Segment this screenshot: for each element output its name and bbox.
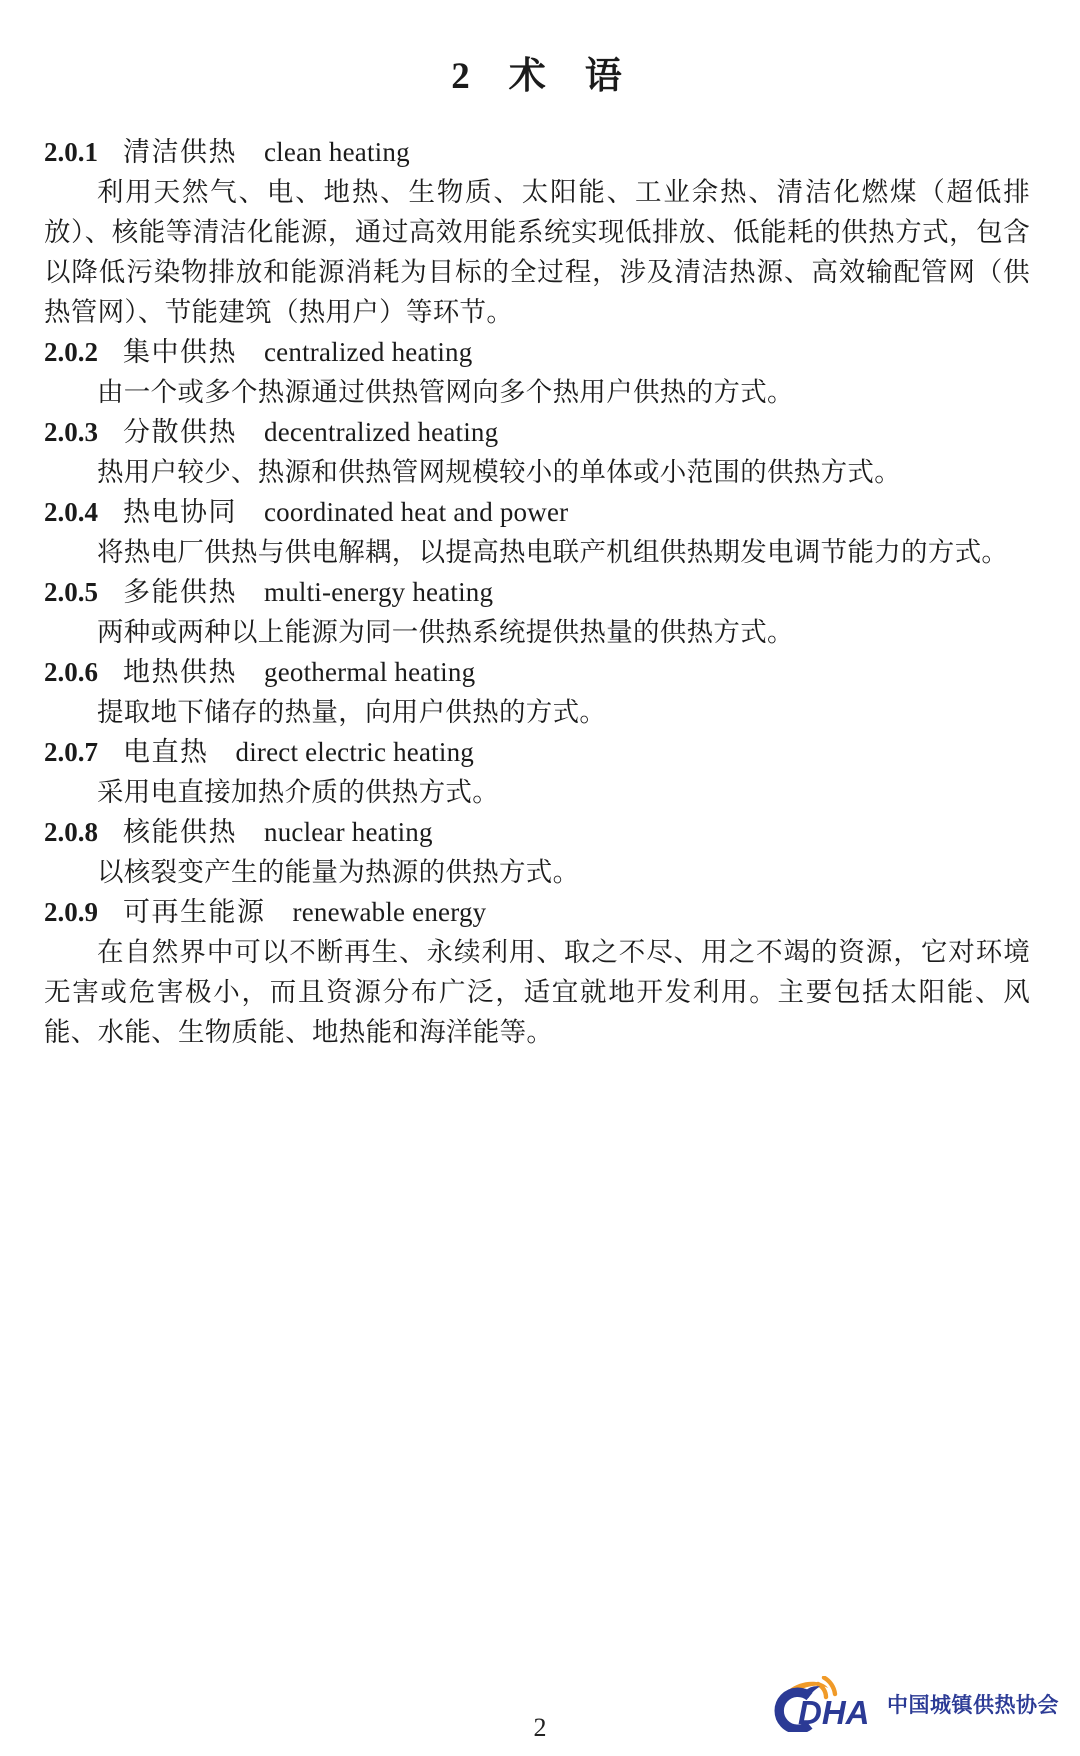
term-heading (44, 332, 1030, 372)
term-name-en: clean heating (264, 137, 410, 167)
term-name-zh: 集中供热 (123, 337, 237, 367)
term-heading (44, 812, 1030, 852)
term-item (44, 332, 1030, 412)
term-definition: 热用户较少、热源和供热管网规模较小的单体或小范围的供热方式。 (97, 457, 901, 487)
term-heading (44, 132, 1030, 172)
term-heading (44, 732, 1030, 772)
term-name-en: nuclear heating (264, 817, 433, 847)
term-name-zh: 地热供热 (123, 657, 237, 687)
term-name-en: renewable energy (292, 897, 487, 927)
term-item (44, 132, 1030, 332)
term-name-zh: 清洁供热 (123, 137, 237, 167)
term-name-zh: 核能供热 (123, 817, 237, 847)
term-name-zh: 热电协同 (123, 497, 237, 527)
term-name-en: direct electric heating (235, 737, 474, 767)
term-number: 2.0.1 (44, 137, 98, 167)
term-name-en: centralized heating (264, 337, 473, 367)
chapter-title: 2 术 语 (451, 56, 623, 97)
term-name-en: coordinated heat and power (264, 497, 569, 527)
term-name-en: geothermal heating (264, 657, 476, 687)
term-number: 2.0.9 (44, 897, 98, 927)
term-definition: 利用天然气、电、地热、生物质、太阳能、工业余热、清洁化燃煤（超低排放）、核能等清洁化能源，通过高效用能系统实现低排放、低能耗的供热方式，包含以降低污染物排放和能源消耗为目标的全过程，涉及清洁热源、高效输配管网（供热管网）、节能建筑（热用户）等环节。 (44, 177, 1030, 327)
term-name-zh: 可再生能源 (123, 897, 266, 927)
term-item (44, 652, 1030, 732)
term-heading (44, 652, 1030, 692)
association-name: 中国城镇供热协会 (887, 1694, 1059, 1717)
term-definition: 在自然界中可以不断再生、永续利用、取之不尽、用之不竭的资源，它对环境无害或危害极小，而且资源分布广泛，适宜就地开发利用。主要包括太阳能、风能、水能、生物质能、地热能和海洋能等。 (44, 937, 1030, 1047)
term-definition: 提取地下储存的热量，向用户供热的方式。 (97, 697, 607, 727)
term-name-zh: 分散供热 (123, 417, 237, 447)
term-item (44, 732, 1030, 812)
term-item (44, 572, 1030, 652)
term-item (44, 812, 1030, 892)
term-name-en: decentralized heating (264, 417, 499, 447)
term-name-zh: 多能供热 (123, 577, 237, 607)
svg-text:DHA: DHA (798, 1694, 870, 1731)
term-item (44, 492, 1030, 572)
page-number: 2 (533, 1713, 547, 1742)
term-number: 2.0.6 (44, 657, 98, 687)
term-number: 2.0.5 (44, 577, 98, 607)
term-item (44, 412, 1030, 492)
term-name-en: multi-energy heating (264, 577, 494, 607)
term-definition: 两种或两种以上能源为同一供热系统提供热量的供热方式。 (97, 617, 794, 647)
term-number: 2.0.3 (44, 417, 98, 447)
term-number: 2.0.8 (44, 817, 98, 847)
term-definition: 将热电厂供热与供电解耦，以提高热电联产机组供热期发电调节能力的方式。 (97, 537, 1009, 567)
term-definition: 采用电直接加热介质的供热方式。 (97, 777, 499, 807)
term-heading (44, 492, 1030, 532)
term-heading (44, 572, 1030, 612)
term-definition: 以核裂变产生的能量为热源的供热方式。 (97, 857, 580, 887)
term-name-zh: 电直热 (123, 737, 209, 767)
term-item (44, 892, 1030, 1052)
term-number: 2.0.4 (44, 497, 98, 527)
term-definition: 由一个或多个热源通过供热管网向多个热用户供热的方式。 (97, 377, 794, 407)
term-number: 2.0.2 (44, 337, 98, 367)
term-number: 2.0.7 (44, 737, 98, 767)
term-heading (44, 892, 1030, 932)
term-heading (44, 412, 1030, 452)
